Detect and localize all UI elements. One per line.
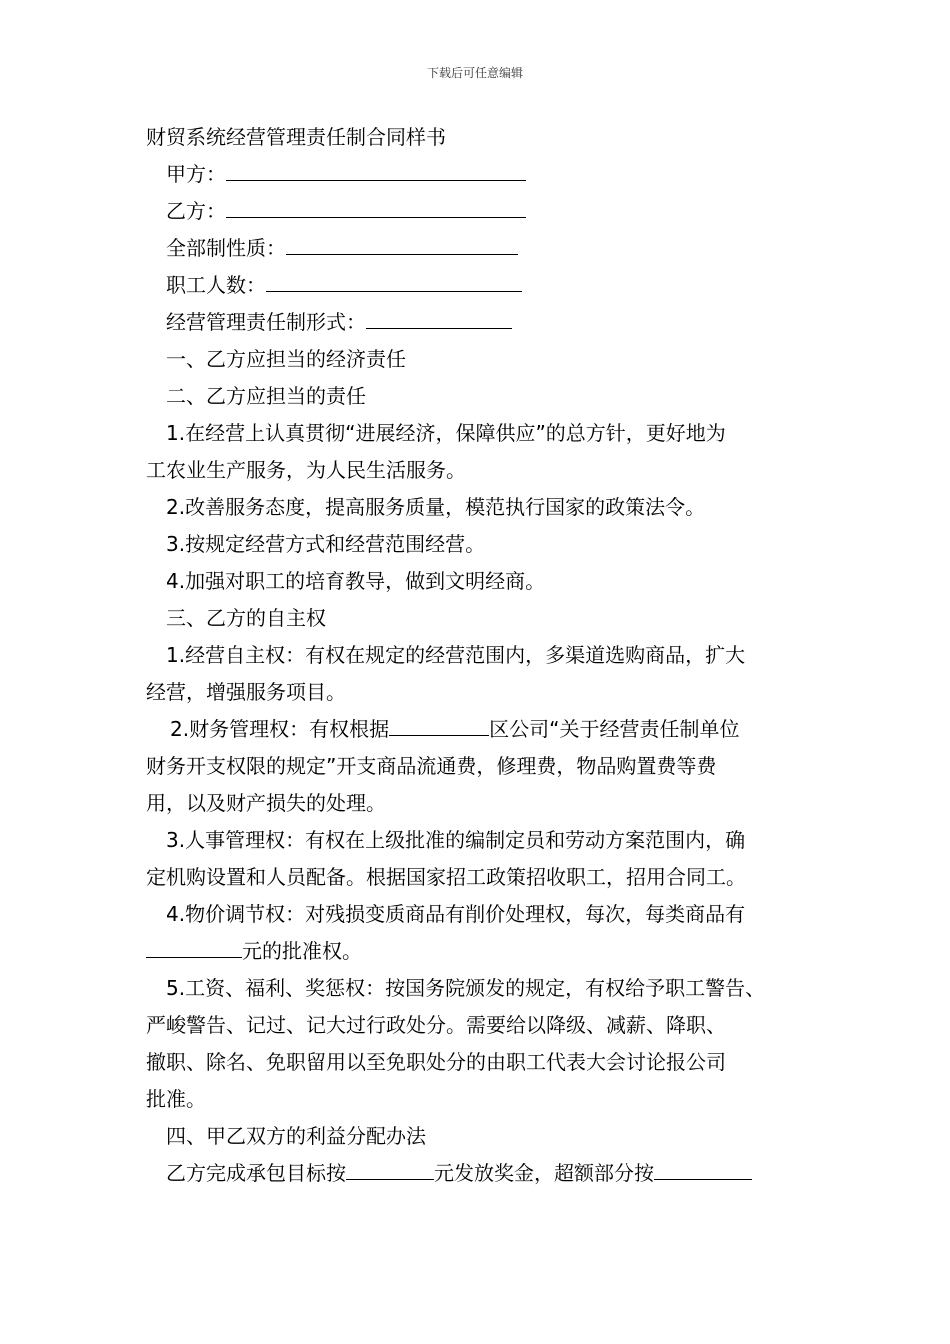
duty-1-line-2: 工农业生产服务，为人民生活服务。 [146,458,466,482]
right-4-line-2 [146,933,816,970]
section-heading-2: 二、乙方应担当的责任 [166,384,366,408]
ownership-line [146,230,816,267]
right-3-line-1: 3.人事管理权：有权在上级批准的编制定员和劳动方案范围内，确 [166,828,746,852]
bonus-pre: 乙方完成承包目标按 [166,1161,346,1185]
right-4-line-1: 4.物价调节权：对残损变质商品有削价处理权，每次，每类商品有 [166,902,746,926]
right-1-line-1: 1.经营自主权：有权在规定的经营范围内，多渠道选购商品，扩大 [166,643,746,667]
staff-count-label: 职工人数： [166,273,266,297]
right-2-pre: 2.财务管理权：有权根据 [170,717,390,741]
form-blank[interactable] [366,306,512,329]
document-title: 财贸系统经营管理责任制合同样书 [146,125,446,149]
party-b-blank[interactable] [226,195,526,218]
form-label: 经营管理责任制形式： [166,310,366,334]
party-b-label: 乙方： [166,199,226,223]
duty-4: 4.加强对职工的培育教导，做到文明经商。 [166,569,546,593]
ownership-blank[interactable] [286,232,518,255]
district-blank[interactable] [389,713,489,736]
right-5-line-4: 批准。 [146,1087,206,1111]
duty-2: 2.改善服务态度，提高服务质量，模范执行国家的政策法令。 [166,495,706,519]
section-heading-1: 一、乙方应担当的经济责任 [166,347,406,371]
right-2-line-2: 财务开支权限的规定”开支商品流通费，修理费，物品购置费等费 [146,754,717,778]
right-4-post: 元的批准权。 [242,939,362,963]
right-2-post: 区公司“关于经营责任制单位 [489,717,740,741]
document-body [146,119,816,1192]
bonus-line [146,1155,816,1192]
form-line [146,304,816,341]
party-a-blank[interactable] [226,158,526,181]
right-3-line-2: 定机购设置和人员配备。根据国家招工政策招收职工，招用合同工。 [146,865,746,889]
bonus-blank[interactable] [346,1157,434,1180]
right-5-line-1: 5.工资、福利、奖惩权：按国务院颁发的规定，有权给予职工警告、 [166,976,766,1000]
section-heading-3: 三、乙方的自主权 [166,606,326,630]
ownership-label: 全部制性质： [166,236,286,260]
party-a-label: 甲方： [166,162,226,186]
party-a-line [146,156,816,193]
section-heading-4: 四、甲乙双方的利益分配办法 [166,1124,426,1148]
duty-1-line-1: 1.在经营上认真贯彻“进展经济，保障供应”的总方针，更好地为 [166,421,726,445]
duty-3: 3.按规定经营方式和经营范围经营。 [166,532,486,556]
right-2-line-3: 用，以及财产损失的处理。 [146,791,386,815]
party-b-line [146,193,816,230]
right-5-line-2: 严峻警告、记过、记大过行政处分。需要给以降级、减薪、降职、 [146,1013,726,1037]
right-2-line-1 [146,711,816,748]
staff-count-line [146,267,816,304]
bonus-mid: 元发放奖金，超额部分按 [434,1161,654,1185]
right-1-line-2: 经营，增强服务项目。 [146,680,346,704]
page-header: 下载后可任意编辑 [426,66,523,80]
staff-count-blank[interactable] [266,269,522,292]
amount-blank[interactable] [146,935,242,958]
excess-blank[interactable] [654,1157,752,1180]
right-5-line-3: 撤职、除名、免职留用以至免职处分的由职工代表大会讨论报公司 [146,1050,726,1074]
